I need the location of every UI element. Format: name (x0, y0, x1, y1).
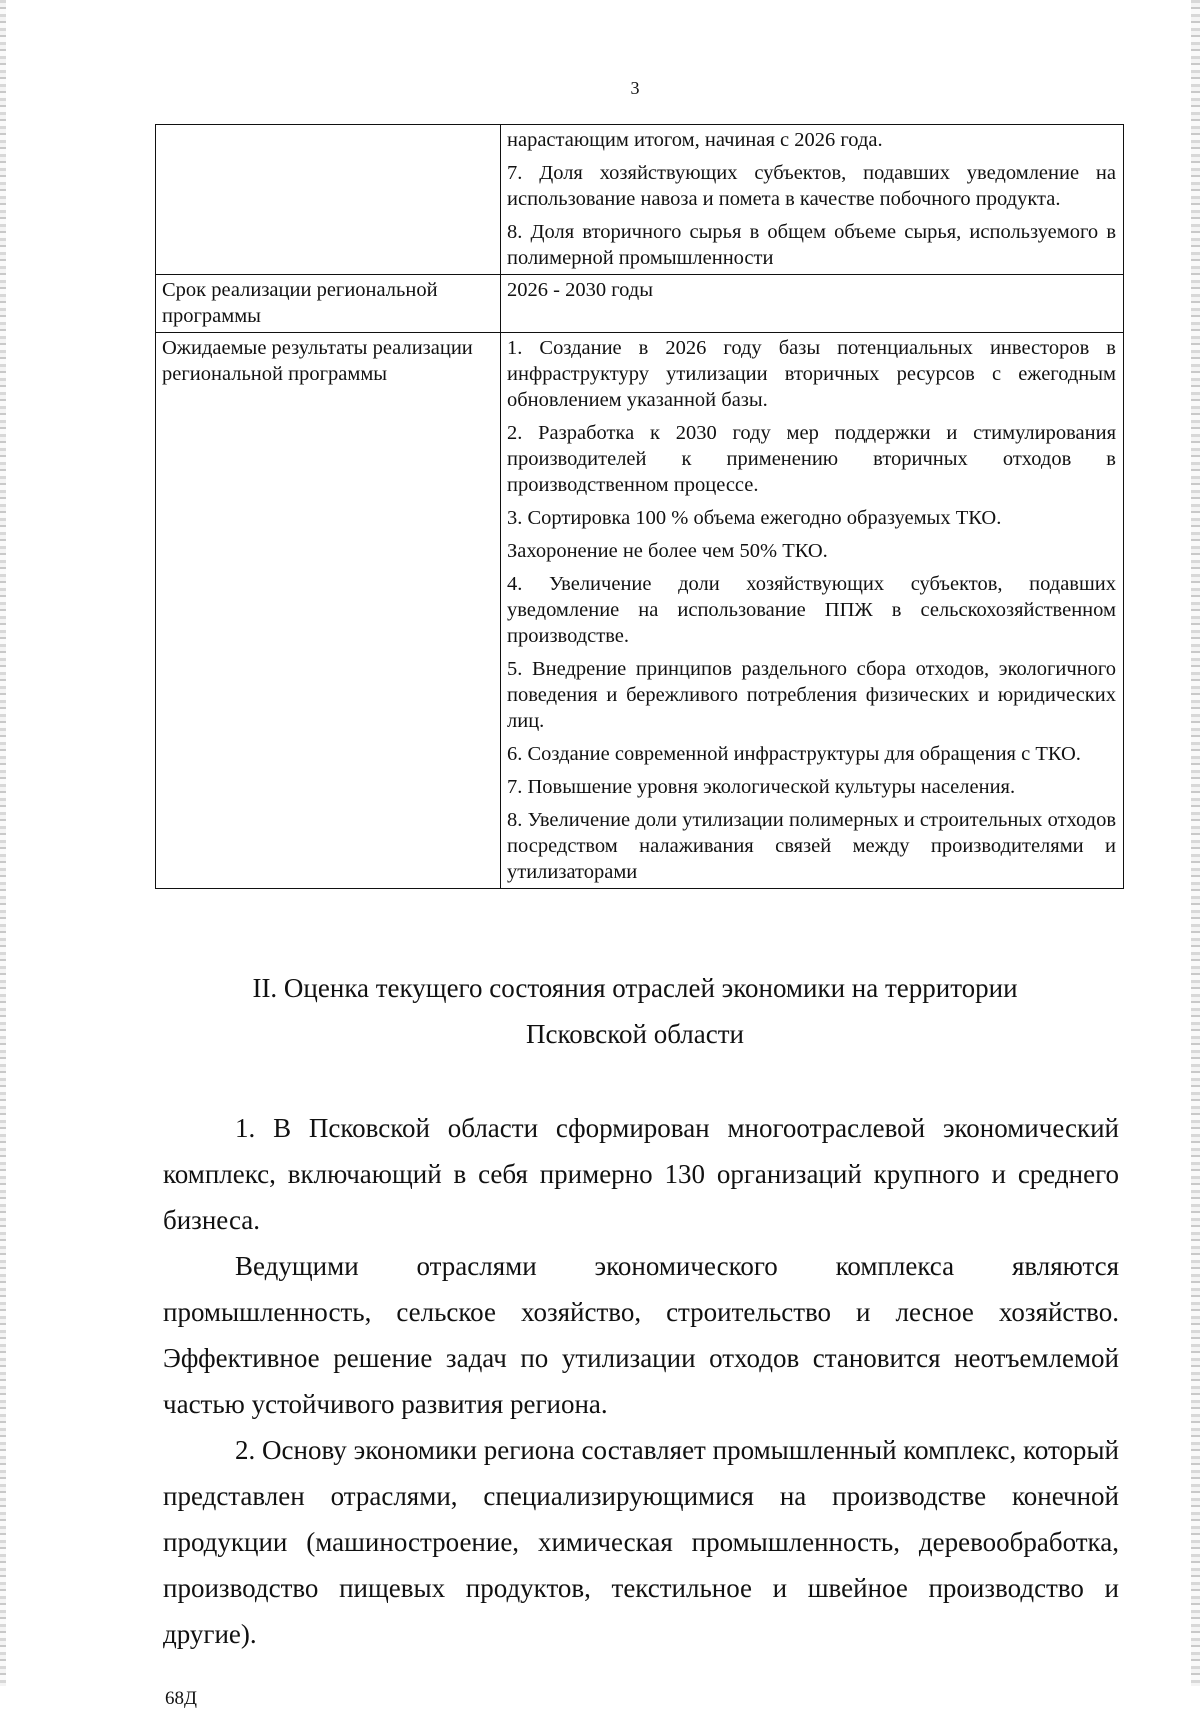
footer-document-code: 68Д (165, 1688, 197, 1709)
list-item: 7. Доля хозяйствующих субъектов, подавших уведомление на использование навоза и помета в качестве побочного продукта. (507, 162, 1116, 210)
table-row (156, 333, 1124, 889)
section-heading (0, 965, 1200, 1057)
row-label: Ожидаемые результаты реализации региональной программы (156, 333, 501, 889)
scan-edge-right (1191, 0, 1200, 1686)
scan-edge-left (0, 0, 6, 1686)
section-body (163, 1105, 1119, 1657)
paragraph: Ведущими отраслями экономического комплекса являются промышленность, сельское хозяйство, строительство и лесное хозяйство. Эффективное решение задач по утилизации отходов становится неотъемлемой частью устойчивого развития региона. (163, 1251, 1119, 1419)
list-item: 4. Увеличение доли хозяйствующих субъектов, подавших уведомление на использование ППЖ в сельскохозяйственном производстве. (507, 573, 1116, 647)
row-value (501, 275, 1124, 333)
list-item: 7. Повышение уровня экологической культуры населения. (507, 776, 1016, 798)
list-item: нарастающим итогом, начиная с 2026 года. (507, 129, 883, 151)
list-item: 1. Создание в 2026 году базы потенциальных инвесторов в инфраструктуру утилизации вторичных ресурсов с ежегодным обновлением указанной базы. (507, 337, 1116, 411)
list-item: 3. Сортировка 100 % объема ежегодно образуемых ТКО. (507, 507, 1002, 529)
passport-table (155, 124, 1124, 889)
list-item: 2026 - 2030 годы (507, 279, 653, 301)
section-heading-line-1: II. Оценка текущего состояния отраслей экономики на территории (252, 973, 1018, 1003)
table-row (156, 275, 1124, 333)
list-item: Захоронение не более чем 50% ТКО. (507, 540, 828, 562)
list-item: 2. Разработка к 2030 году мер поддержки и стимулирования производителей к применению вторичных отходов в производственном процессе. (507, 422, 1116, 496)
paragraph: 1. В Псковской области сформирован многоотраслевой экономический комплекс, включающий в себя примерно 130 организаций крупного и среднего бизнеса. (163, 1113, 1119, 1235)
list-item: 5. Внедрение принципов раздельного сбора отходов, экологичного поведения и бережливого потребления физических и юридических лиц. (507, 658, 1116, 732)
row-value (501, 333, 1124, 889)
list-item: 6. Создание современной инфраструктуры для обращения с ТКО. (507, 743, 1081, 765)
list-item: 8. Увеличение доли утилизации полимерных и строительных отходов посредством налаживания связей между производителями и утилизаторами (507, 809, 1116, 883)
page-number: 3 (630, 78, 640, 98)
section-heading-line-2: Псковской области (525, 1019, 744, 1049)
table-row (156, 125, 1124, 275)
row-value (501, 125, 1124, 275)
row-label: Срок реализации региональной программы (156, 275, 501, 333)
row-label (156, 125, 501, 275)
list-item: 8. Доля вторичного сырья в общем объеме сырья, используемого в полимерной промышленности (507, 221, 1116, 269)
paragraph: 2. Основу экономики региона составляет промышленный комплекс, который представлен отраслями, специализирующимися на производстве конечной продукции (машиностроение, химическая промышленность, деревообработка, производство пищевых продуктов, текстильное и швейное производство и другие). (163, 1435, 1119, 1649)
